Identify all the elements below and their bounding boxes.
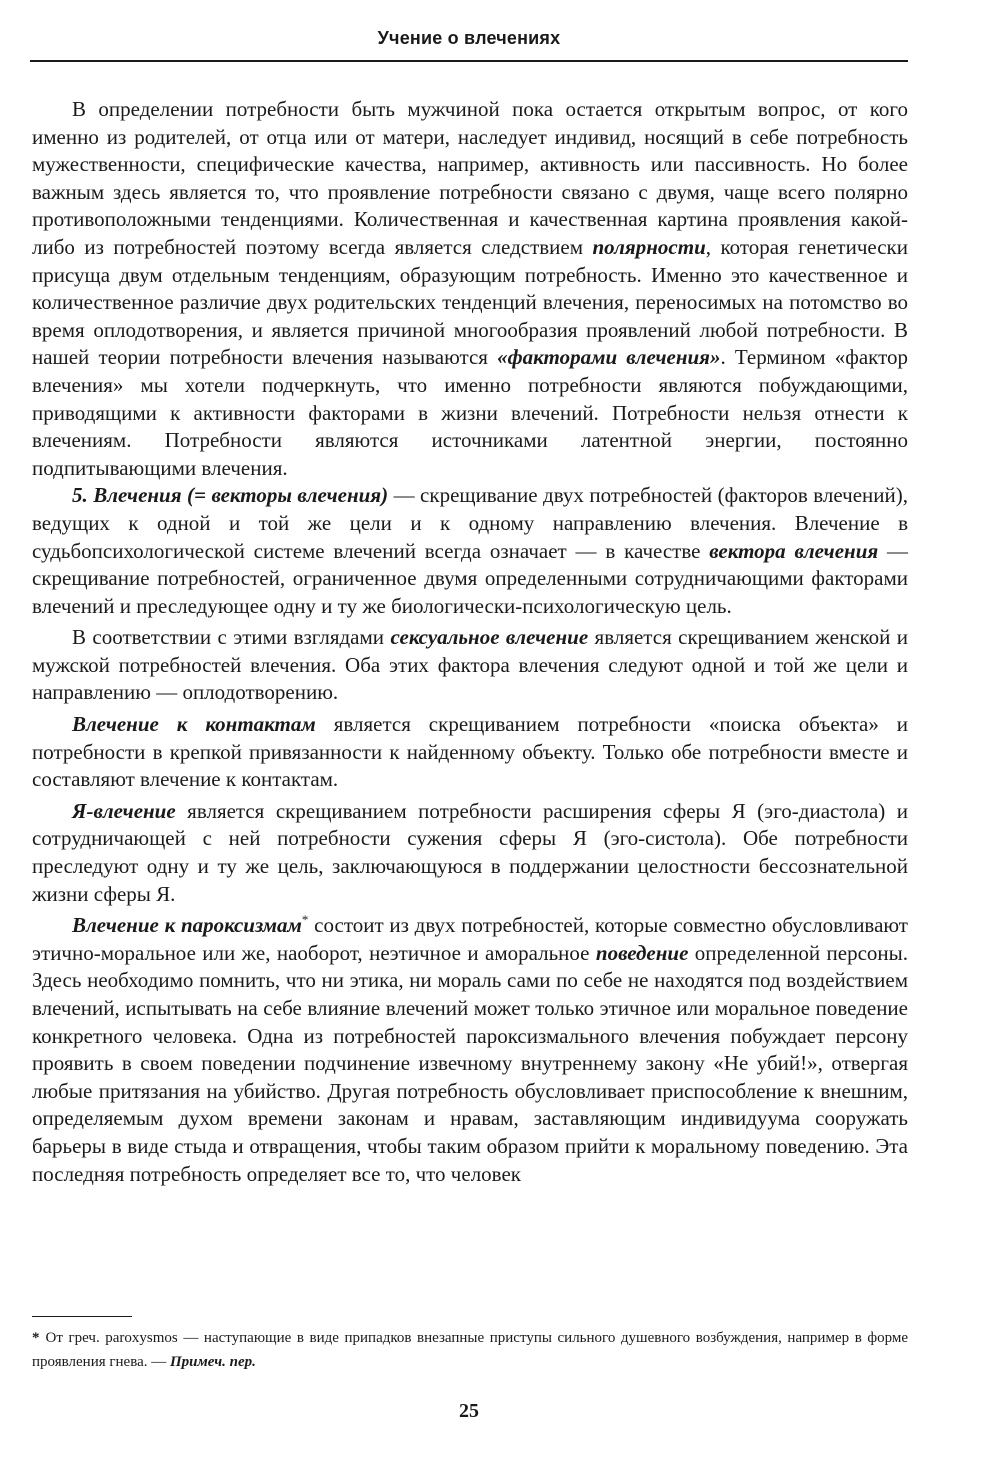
text-run: является скрещиванием женской и мужской потребностей влечения. Оба этих фактора влечения следуют одной и той же цели и направлению — оплодотворению. bbox=[32, 625, 908, 705]
emphasis: вектора влечения bbox=[709, 538, 879, 563]
paragraph-3 bbox=[32, 624, 908, 707]
footnote-text bbox=[32, 1326, 908, 1374]
text-run: В определении потребности быть мужчиной пока остается открытым вопрос, от кого именно из родителей, от отца или от матери, наследует индивид, носящий в себе потребность мужественности, специфические качества, например, активность или пассивность. Но более важным здесь является то, что проявление потребности связано с двумя, чаще всего полярно противоположными тенденциями. Количественная и качественная картина проявления какой-либо из потребностей поэтому всегда является следствием bbox=[32, 97, 908, 259]
text-run: является скрещиванием потребности расширения сферы Я (эго-диастола) и сотрудничающей с ней потребности сужения сферы Я (эго-систола). Обе потребности преследуют одну и ту же цель, заключающуюся в поддержании целостности бессознательной жизни сферы Я. bbox=[32, 798, 908, 906]
footnote-reference: * bbox=[301, 912, 309, 928]
paragraph-2 bbox=[32, 482, 908, 620]
text-run: — скрещивание потребностей, ограниченное двумя определенными сотрудничающими факторами влечений и преследующее одну и ту же биологически-психологическую цель. bbox=[32, 538, 909, 618]
paragraph-5 bbox=[32, 798, 908, 908]
emphasis: поведение bbox=[595, 940, 689, 965]
footnote-rule bbox=[32, 1316, 132, 1317]
main-text bbox=[32, 96, 908, 1188]
emphasis: полярности bbox=[592, 234, 706, 259]
text-run: . Термином «фактор влечения» мы хотели подчеркнуть, что именно потребности являются побуждающими, приводящими к активности факторами в жизни влечений. Потребности нельзя отнести к влечениям. Потребности являются источниками латентной энергии, постоянно подпитывающими влечения. bbox=[32, 345, 908, 480]
footnote bbox=[32, 1326, 908, 1374]
emphasis: «факторами влечения» bbox=[497, 345, 721, 370]
header-rule bbox=[30, 60, 908, 62]
text-run: В соответствии с этими взглядами bbox=[72, 625, 391, 650]
footnote-mark: * bbox=[32, 1330, 40, 1346]
emphasis: Я-влечение bbox=[72, 798, 176, 823]
text-run: , которая генетически присуща двум отдельным тенденциям, образующим потребность. Именно это качественное и количественное различие двух родительских тенденций влечения, переносимых на потомство во время оплодотворения, и является причиной многообразия проявлений любой потребности. В нашей теории потребности влечения называются bbox=[32, 234, 908, 370]
emphasis: Влечение к пароксизмам bbox=[72, 913, 302, 938]
emphasis: 5. Влечения (= векторы влечения) bbox=[72, 483, 389, 508]
paragraph-1 bbox=[32, 96, 908, 482]
paragraph-6 bbox=[32, 912, 908, 1188]
text-run: — скрещивание двух потребностей (факторов влечений), ведущих к одной и той же цели и к одному направлению влечения. Влечение в судьбопсихологической системе влечений всегда означает — в качестве bbox=[32, 483, 908, 563]
emphasis: сексуальное влечение bbox=[390, 625, 589, 650]
text-run: состоит из двух потребностей, которые совместно обусловливают этично-моральное или же, наоборот, неэтичное и аморальное bbox=[32, 913, 908, 965]
translator-note: Примеч. пер. bbox=[170, 1354, 256, 1370]
text-run: От греч. paroxysmos — наступающие в виде припадков внезапные приступы сильного душевного возбуждения, например в форме проявления гнева. — bbox=[32, 1330, 908, 1370]
running-title: Учение о влечениях bbox=[377, 28, 561, 48]
paragraph-4 bbox=[32, 711, 908, 794]
text-run: является скрещиванием потребности «поиска объекта» и потребности в крепкой привязанности к найденному объекту. Только обе потребности вместе и составляют влечение к контактам. bbox=[32, 712, 908, 792]
page-number: 25 bbox=[459, 1400, 479, 1422]
text-run: определенной персоны. Здесь необходимо помнить, что ни этика, ни мораль сами по себе не находятся под воздействием влечений, испытывать на себе влияние влечений может только этичное или моральное поведение конкретного человека. Одна из потребностей пароксизмального влечения побуждает персону проявить в своем поведении подчинение извечному внутреннему закону «Не убий!», отвергая любые притязания на убийство. Другая потребность обусловливает приспособление к внешним, определяемым духом времени законам и нравам, заставляющим индивидуума сооружать барьеры в виде стыда и отвращения, чтобы таким образом прийти к моральному поведению. Эта последняя потребность определяет все то, что человек bbox=[32, 940, 908, 1186]
emphasis: Влечение к контактам bbox=[72, 712, 316, 737]
